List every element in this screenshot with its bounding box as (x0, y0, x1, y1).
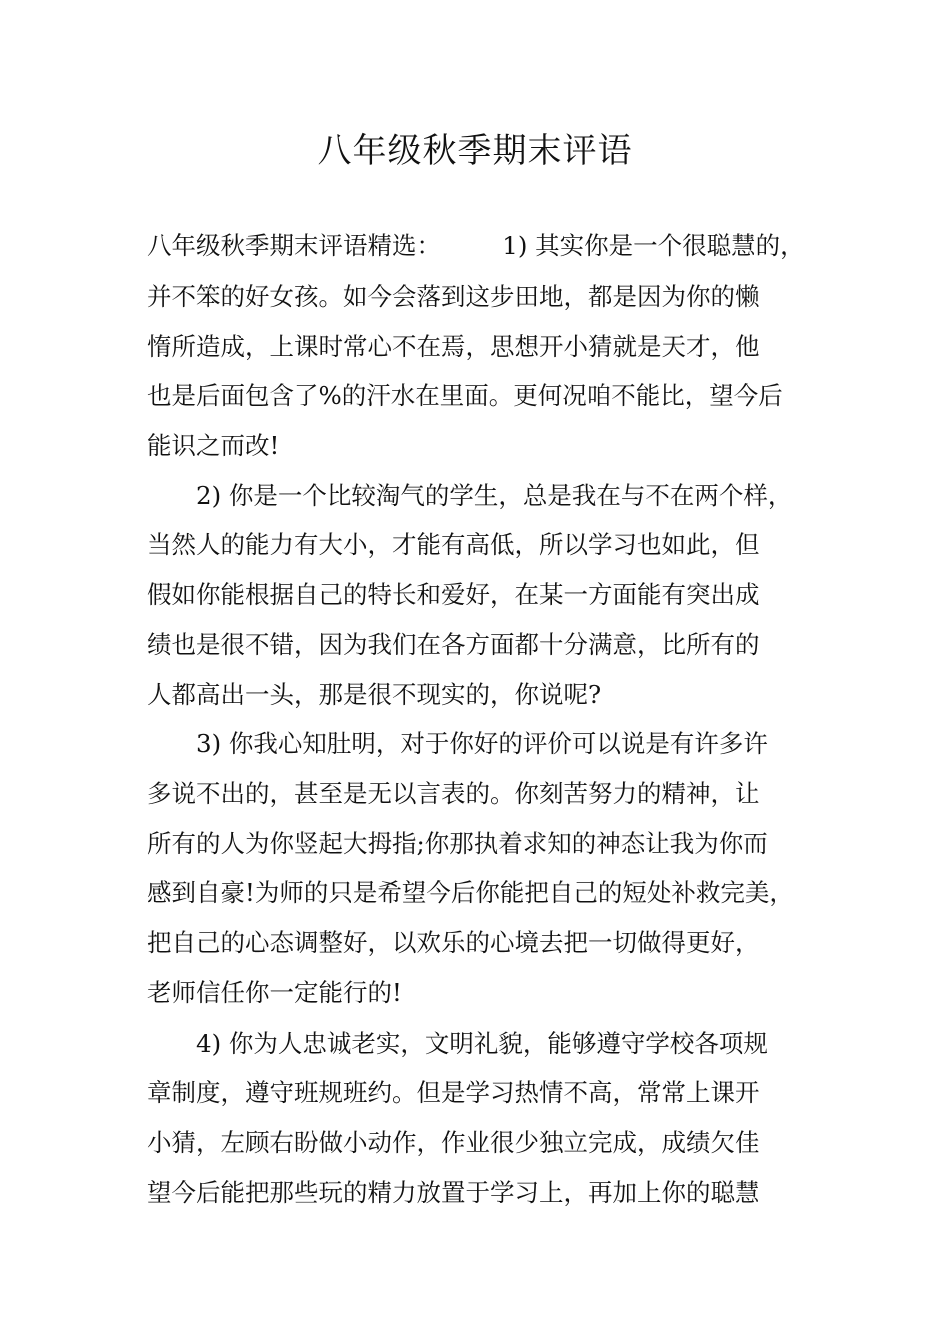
document-title: 八年级秋季期末评语 (317, 131, 633, 171)
text-line: 八年级秋季期末评语精选： 1) 其实你是一个很聪慧的， (147, 231, 805, 260)
text-line: 惰所造成，上课时常心不在焉，思想开小猜就是天才，他 (147, 332, 760, 361)
text-line: 人都高出一头，那是很不现实的，你说呢? (147, 680, 602, 709)
text-line: 多说不出的，甚至是无以言表的。你刻苦努力的精神，让 (147, 779, 760, 808)
text-line: 小猜，左顾右盼做小动作，作业很少独立完成，成绩欠佳 (147, 1128, 760, 1157)
text-line: 绩也是很不错，因为我们在各方面都十分满意，比所有的 (147, 630, 760, 659)
text-line: 感到自豪!为师的只是希望今后你能把自己的短处补救完美， (147, 878, 794, 907)
text-line: 章制度，遵守班规班约。但是学习热情不高，常常上课开 (147, 1078, 760, 1107)
text-line: 望今后能把那些玩的精力放置于学习上，再加上你的聪慧 (147, 1178, 760, 1207)
text-line: 把自己的心态调整好，以欢乐的心境去把一切做得更好， (147, 928, 760, 957)
text-line: 2) 你是一个比较淘气的学生，总是我在与不在两个样， (147, 481, 793, 510)
text-line: 所有的人为你竖起大拇指;你那执着求知的神态让我为你而 (147, 829, 768, 858)
text-line: 当然人的能力有大小，才能有高低，所以学习也如此，但 (147, 530, 760, 559)
text-line: 老师信任你一定能行的! (147, 978, 402, 1007)
text-line: 假如你能根据自己的特长和爱好，在某一方面能有突出成 (147, 580, 760, 609)
text-line: 也是后面包含了%的汗水在里面。更何况咱不能比，望今后 (147, 381, 783, 410)
text-line: 4) 你为人忠诚老实，文明礼貌，能够遵守学校各项规 (147, 1029, 768, 1058)
text-line: 3) 你我心知肚明，对于你好的评价可以说是有许多许 (147, 729, 768, 758)
text-line: 能识之而改! (147, 431, 280, 460)
text-line: 并不笨的好女孩。如今会落到这步田地，都是因为你的懒 (147, 282, 760, 311)
